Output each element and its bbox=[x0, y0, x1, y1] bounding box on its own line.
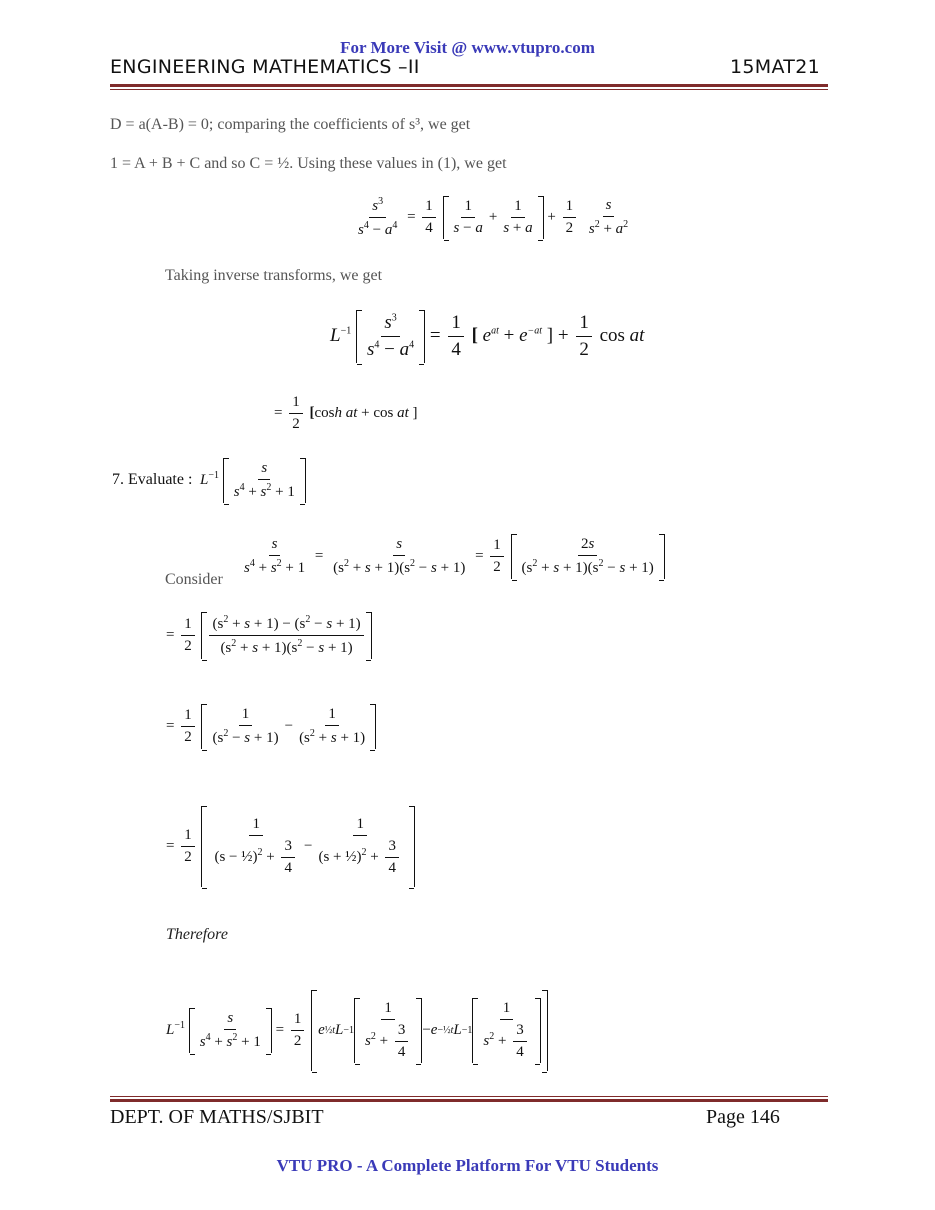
equation-step-1: = $\frac{1}{2}$ $\frac{(s^2 + s + 1) - (s^2 - s + 1)}{(s^2 + s + 1)(s^2 - s + 1)}$ bbox=[166, 612, 372, 659]
footer-page-number: Page 146 bbox=[706, 1106, 780, 1128]
text-line-2: 1 = A + B + C and so C = ½. Using these values in (1), we get bbox=[110, 155, 507, 172]
equation-question-7: $L^{-1}$ $\frac{s}{s^4 + s^2 + 1}$ bbox=[200, 458, 306, 503]
equation-final: $L^{-1}$ $\frac{s}{s^4 + s^2 + 1}$ = $\frac{1}{2}$ e ½t L −1 1 $s^2$ + $\frac{3}{4}$ − e −½t L −1 1 $s^2$ + $\frac{3}{4}$ bbox=[166, 990, 548, 1071]
visit-banner: For More Visit @ www.vtupro.com bbox=[340, 38, 595, 57]
text-consider: Consider bbox=[165, 571, 223, 588]
text-line-1: D = a(A-B) = 0; comparing the coefficients of s³, we get bbox=[110, 116, 471, 133]
header-rule-thin bbox=[110, 89, 828, 90]
platform-banner: VTU PRO - A Complete Platform For VTU Students bbox=[276, 1156, 659, 1175]
equation-cosh-result: = $\frac{1}{2}$ [cosh at + cos at ] bbox=[274, 394, 418, 432]
question-7-label: 7. Evaluate : bbox=[112, 471, 193, 488]
footer-rule bbox=[110, 1099, 828, 1102]
header-rule bbox=[110, 84, 828, 87]
subject-code: 15MAT21 bbox=[730, 56, 820, 78]
equation-step-2: = $\frac{1}{2}$ $\frac{1}{(s^2 - s + 1)}$ − $\frac{1}{(s^2 + s + 1)}$ bbox=[166, 704, 376, 749]
text-therefore: Therefore bbox=[166, 926, 228, 943]
footer-rule-thin bbox=[110, 1096, 828, 1097]
equation-partial-fractions: $\frac{s^3}{s^4 - a^4}$ = $\frac{1}{4}$ $\frac{1}{s - a}$ + $\frac{1}{s + a}$ + $\frac{1}{2}$ $\frac{s}{s^2 + a^2}$ bbox=[358, 196, 629, 238]
footer-dept: DEPT. OF MATHS/SJBIT bbox=[110, 1106, 324, 1128]
equation-inverse-transform: $L^{-1}$ $\frac{s^3}{s^4 - a^4}$ = $\frac{1}{4}$ [ $e^{at} + e^{-at}$ ] + $\frac{1}{2}$ cos at bbox=[330, 310, 644, 363]
question-7 bbox=[112, 471, 192, 489]
equation-consider: $\frac{s}{s^4 + s^2 + 1}$ = $\frac{s}{(s^2 + s + 1)(s^2 - s + 1)}$ = $\frac{1}{2}$ $\frac{2s}{(s^2 + s + 1)(s^2 - s + 1)}$ bbox=[238, 534, 665, 579]
text-inverse: Taking inverse transforms, we get bbox=[165, 267, 383, 284]
subject-title: ENGINEERING MATHEMATICS –II bbox=[110, 56, 420, 78]
equation-step-3: = $\frac{1}{2}$ 1 (s − ½)$^2$ + $\frac{3}{4}$ − 1 (s + ½)$^2$ + $\frac{3}{4}$ bbox=[166, 806, 415, 887]
